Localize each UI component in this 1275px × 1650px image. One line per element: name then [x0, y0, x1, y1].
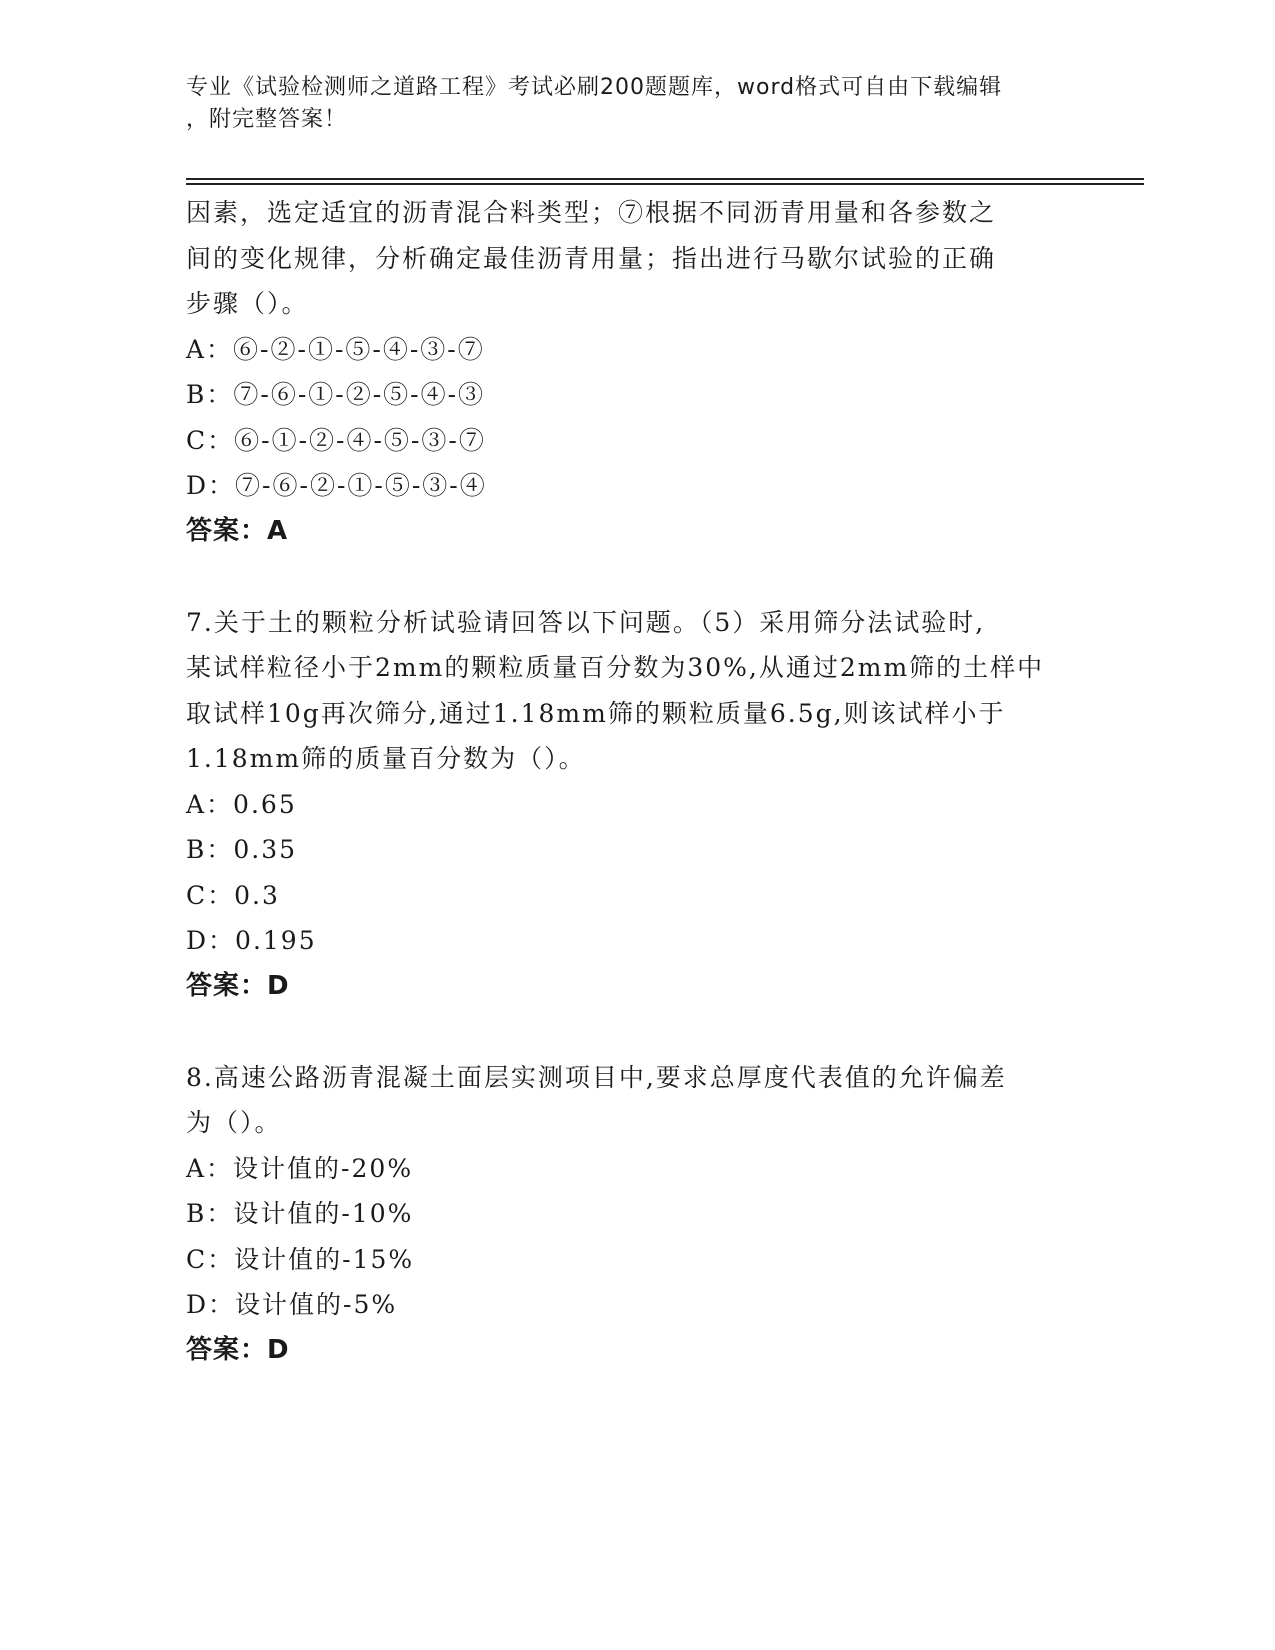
question-stem-line: 1.18mm筛的质量百分数为（）。 [186, 744, 586, 773]
option-c: C：设计值的-15% [186, 1244, 415, 1274]
question-7 [186, 600, 1086, 1010]
header-title-line-2: ，附完整答案！ [186, 107, 348, 132]
question-stem-line: 7.关于土的颗粒分析试验请回答以下问题。（5）采用筛分法试验时, [186, 607, 986, 637]
answer-label: 答案：D [186, 970, 290, 1001]
question-stem-line: 因素，选定适宜的沥青混合料类型；⑦根据不同沥青用量和各参数之 [186, 198, 997, 227]
question-content [186, 190, 1086, 1373]
answer-label: 答案：D [186, 1334, 290, 1365]
header-title-line-1: 专业《试验检测师之道路工程》考试必刷200题题库，word格式可自由下载编辑 [186, 75, 1003, 100]
option-b: B：0.35 [186, 835, 298, 864]
option-b: B：⑦-⑥-①-②-⑤-④-③ [186, 380, 486, 409]
option-b: B：设计值的-10% [186, 1199, 414, 1228]
question-stem-line: 8.高速公路沥青混凝土面层实测项目中,要求总厚度代表值的允许偏差 [186, 1062, 1007, 1092]
option-d: D：0.195 [186, 926, 317, 955]
question-stem-line: 间的变化规律，分析确定最佳沥青用量；指出进行马歇尔试验的正确 [186, 243, 997, 273]
option-a: A：⑥-②-①-⑤-④-③-⑦ [186, 334, 485, 364]
answer-label: 答案：A [186, 515, 289, 546]
option-c: C：0.3 [186, 880, 280, 910]
option-a: A：0.65 [186, 789, 297, 819]
header-divider-bottom [186, 183, 1144, 185]
document-header [186, 72, 1066, 136]
question-spacer [186, 554, 1086, 600]
header-divider-top [186, 178, 1144, 180]
option-a: A：设计值的-20% [186, 1153, 414, 1183]
question-8 [186, 1055, 1086, 1374]
option-d: D：⑦-⑥-②-①-⑤-③-④ [186, 471, 487, 500]
question-stem-line: 为（）。 [186, 1108, 282, 1137]
option-c: C：⑥-①-②-④-⑤-③-⑦ [186, 425, 486, 455]
question-stem-line: 取试样10g再次筛分,通过1.18mm筛的颗粒质量6.5g,则该试样小于 [186, 698, 1006, 728]
question-stem-line: 某试样粒径小于2mm的颗粒质量百分数为30%,从通过2mm筛的土样中 [186, 653, 1045, 682]
question-6 [186, 190, 1086, 554]
question-spacer [186, 1009, 1086, 1055]
question-stem-line: 步骤（）。 [186, 289, 309, 318]
option-d: D：设计值的-5% [186, 1290, 398, 1319]
